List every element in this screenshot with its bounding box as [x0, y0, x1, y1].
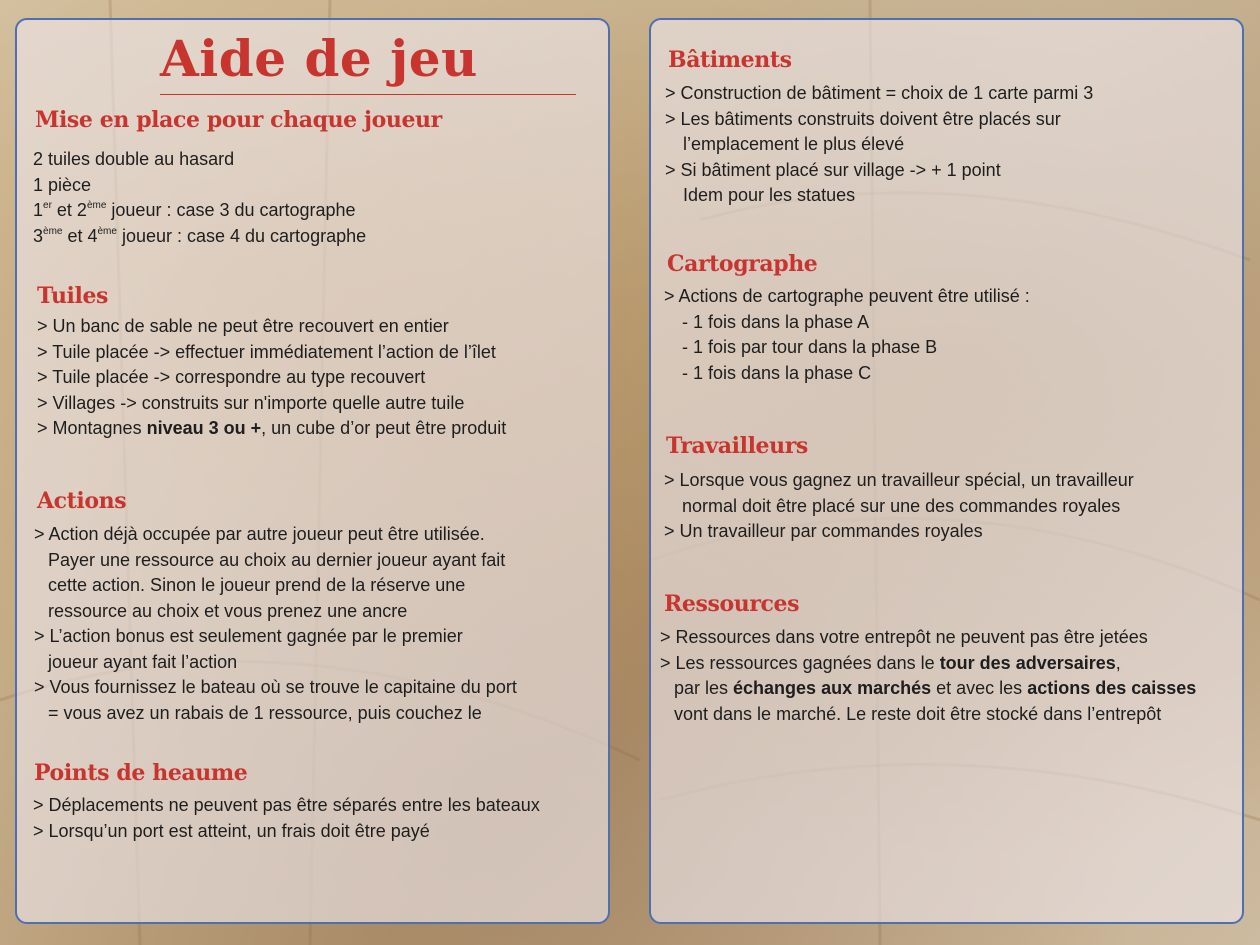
- actions-line-6: joueur ayant fait l’action: [48, 651, 238, 672]
- tuiles-line-2: > Tuile placée -> effectuer immédiatement l’action de l’îlet: [37, 341, 496, 362]
- travailleurs-line-1: > Lorsque vous gagnez un travailleur spécial, un travailleur: [664, 470, 1134, 490]
- batiments-line-3: l’emplacement le plus élevé: [683, 134, 905, 154]
- cartographe-line-1: > Actions de cartographe peuvent être utilisé :: [664, 286, 1030, 306]
- setup-list: [33, 147, 366, 249]
- actions-heading: Actions: [37, 488, 127, 514]
- batiments-line-1: > Construction de bâtiment = choix de 1 carte parmi 3: [665, 83, 1094, 103]
- travailleurs-line-2: normal doit être placé sur une des commandes royales: [682, 495, 1121, 516]
- setup-line-4: 3ème et 4ème joueur : case 4 du cartographe: [33, 225, 367, 246]
- ressources-line-3: par les échanges aux marchés et avec les actions des caisses: [674, 678, 1197, 698]
- batiments-line-5: Idem pour les statues: [683, 185, 856, 205]
- tuiles-line-1: > Un banc de sable ne peut être recouvert en entier: [37, 316, 449, 336]
- tuiles-line-5: > Montagnes niveau 3 ou +, un cube d’or peut être produit: [37, 418, 507, 438]
- actions-line-4: ressource au choix et vous prenez une ancre: [48, 600, 408, 621]
- batiments-line-2: > Les bâtiments construits doivent être placés sur: [665, 108, 1061, 129]
- ressources-list: [660, 625, 1196, 727]
- cartographe-line-2: - 1 fois dans la phase A: [682, 311, 870, 332]
- heaume-heading: Points de heaume: [34, 760, 248, 786]
- actions-line-5: > L’action bonus est seulement gagnée par le premier: [34, 626, 463, 646]
- tuiles-list: [37, 314, 506, 442]
- page-title: Aide de jeu: [160, 24, 576, 95]
- setup-line-2: 1 pièce: [33, 174, 92, 195]
- cartographe-line-4: - 1 fois dans la phase C: [682, 362, 872, 383]
- travailleurs-heading: Travailleurs: [666, 433, 808, 459]
- actions-line-1: > Action déjà occupée par autre joueur peut être utilisée.: [34, 524, 485, 544]
- tuiles-line-3: > Tuile placée -> correspondre au type recouvert: [37, 367, 426, 387]
- heaume-line-1: > Déplacements ne peuvent pas être séparés entre les bateaux: [33, 795, 540, 815]
- actions-line-3: cette action. Sinon le joueur prend de la réserve une: [48, 575, 466, 595]
- travailleurs-list: [664, 468, 1134, 545]
- actions-list: [34, 522, 517, 726]
- setup-line-3: 1er et 2ème joueur : case 3 du cartographe: [33, 200, 356, 220]
- batiments-line-4: > Si bâtiment placé sur village -> + 1 point: [665, 159, 1001, 180]
- actions-line-7: > Vous fournissez le bateau où se trouve le capitaine du port: [34, 677, 517, 697]
- batiments-list: [665, 81, 1093, 209]
- setup-heading: Mise en place pour chaque joueur: [35, 107, 442, 133]
- tuiles-heading: Tuiles: [37, 283, 109, 309]
- batiments-heading: Bâtiments: [668, 47, 792, 73]
- travailleurs-line-3: > Un travailleur par commandes royales: [664, 521, 983, 541]
- cartographe-heading: Cartographe: [667, 251, 818, 277]
- cartographe-line-3: - 1 fois par tour dans la phase B: [682, 337, 938, 357]
- cartographe-list: [664, 284, 1030, 386]
- ressources-line-1: > Ressources dans votre entrepôt ne peuvent pas être jetées: [660, 627, 1148, 647]
- ressources-line-4: vont dans le marché. Le reste doit être stocké dans l’entrepôt: [674, 703, 1162, 724]
- heaume-list: [33, 793, 540, 844]
- setup-line-1: 2 tuiles double au hasard: [33, 149, 235, 169]
- actions-line-2: Payer une ressource au choix au dernier joueur ayant fait: [48, 549, 506, 570]
- actions-line-8: = vous avez un rabais de 1 ressource, puis couchez le: [48, 702, 482, 723]
- ressources-heading: Ressources: [664, 591, 800, 617]
- tuiles-line-4: > Villages -> construits sur n'importe quelle autre tuile: [37, 392, 465, 413]
- ressources-line-2: > Les ressources gagnées dans le tour des adversaires,: [660, 652, 1121, 673]
- heaume-line-2: > Lorsqu’un port est atteint, un frais doit être payé: [33, 820, 430, 841]
